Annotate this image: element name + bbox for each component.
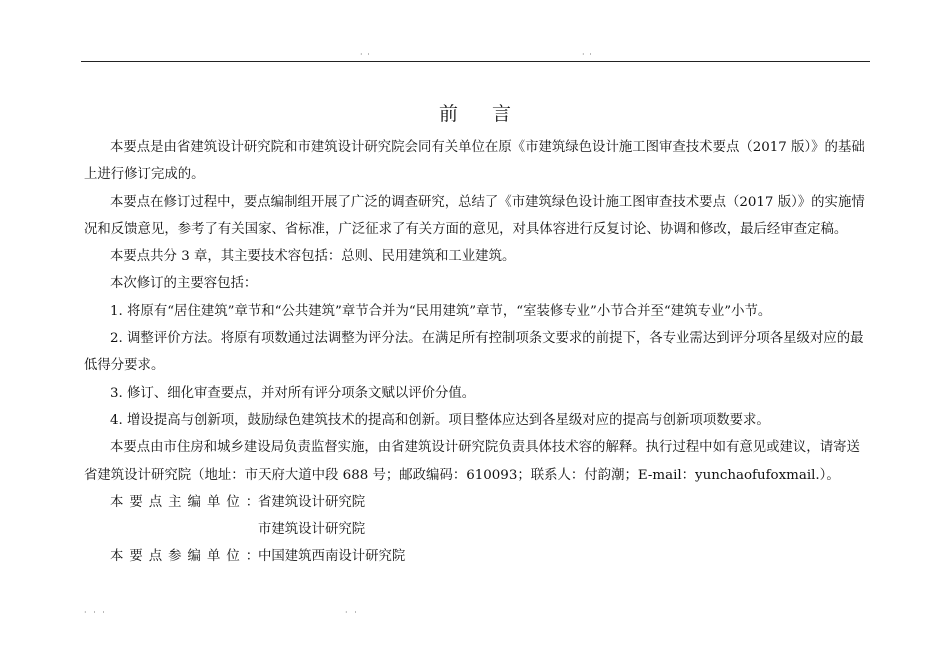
chief-editor-unit-1: 省建筑设计研究院 — [258, 494, 366, 510]
chief-editor-row-2 — [84, 516, 870, 543]
participant-label: 本要点参编单位： — [110, 549, 266, 565]
revision-item-1: 1. 将原有“居住建筑”章节和“公共建筑”章节合并为“民用建筑”章节，“室装修专业”小节合并至“建筑专业”小节。 — [110, 303, 772, 319]
chief-editor-label: 本要点主编单位： — [110, 494, 266, 510]
paragraph-intro: 本要点是由省建筑设计研究院和市建筑设计研究院会同有关单位在原《市建筑绿色设计施工图审查技术要点（2017 版）》的基础上进行修订完成的。 — [84, 140, 865, 183]
header-mark-right: · · — [582, 50, 593, 59]
header-mark-left: · · — [360, 50, 371, 59]
revision-item-3: 3. 修订、细化审查要点，并对所有评分项条文赋以评价分值。 — [110, 385, 476, 401]
chief-editor-row — [84, 489, 870, 516]
paragraph-contact: 本要点由市住房和城乡建设局负责监督实施，由省建筑设计研究院负责具体技术容的解释。执行过程中如有意见或建议，请寄送省建筑设计研究院（地址：市天府大道中段 688 号；邮政编码：610093；联系人：付韵潮；E-mail：yunchaofufoxmail.）。 — [84, 440, 860, 483]
revision-item-4: 4. 增设提高与创新项，鼓励绿色建筑技术的提高和创新。项目整体应达到各星级对应的提高与创新项项数要求。 — [110, 412, 770, 428]
chief-editor-unit-2: 市建筑设计研究院 — [258, 522, 366, 538]
paragraph-revision-intro: 本次修订的主要容包括： — [110, 276, 258, 292]
revision-item-2: 2. 调整评价方法。将原有项数通过法调整为评分法。在满足所有控制项条文要求的前提下，各专业需达到评分项各星级对应的最低得分要求。 — [84, 331, 864, 374]
body-content — [84, 134, 870, 571]
participant-unit: 中国建筑西南设计研究院 — [258, 549, 406, 565]
paragraph-process: 本要点在修订过程中，要点编制组开展了广泛的调查研究，总结了《市建筑绿色设计施工图审查技术要点（2017 版）》的实施情况和反馈意见，参考了有关国家、省标准，广泛征求了有关方面的意见，对具体容进行反复讨论、协调和修改，最后经审查定稿。 — [84, 194, 865, 237]
participant-row — [84, 543, 870, 570]
footer-mark-left: · · · — [84, 608, 107, 617]
header-rule — [81, 61, 870, 62]
footer-mark-right: · · — [345, 608, 359, 617]
paragraph-chapters: 本要点共分 3 章，其主要技术容包括：总则、民用建筑和工业建筑。 — [110, 249, 516, 265]
page-title: 前言 — [438, 103, 545, 125]
